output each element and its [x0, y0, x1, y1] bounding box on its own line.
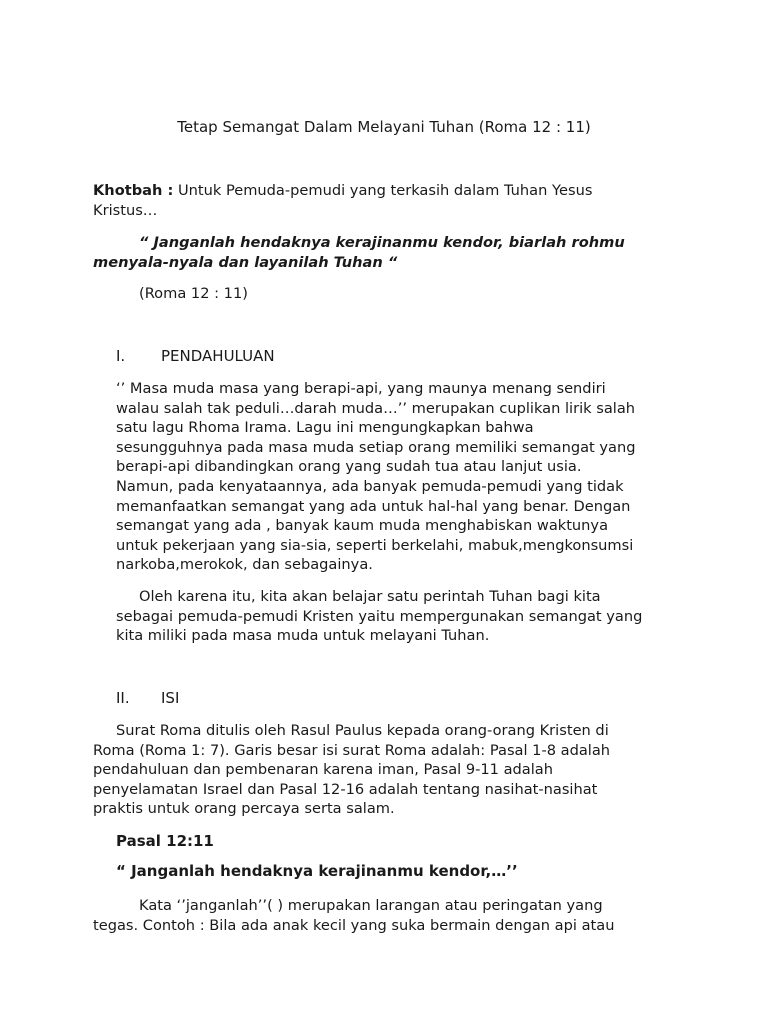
text-line: narkoba,merokok, dan sebagainya.	[116, 556, 373, 574]
khotbah-intro	[93, 181, 592, 220]
text-line: berapi-api dibandingkan orang yang sudah tua atau lanjut usia.	[116, 458, 582, 476]
text-line: penyelamatan Israel dan Pasal 12-16 adalah tentang nasihat-nasihat	[93, 780, 598, 798]
key-verse-line2: menyala-nyala dan layanilah Tuhan “	[93, 254, 398, 271]
text-line: sesungguhnya pada masa muda setiap orang memiliki semangat yang	[116, 438, 636, 456]
khotbah-label: Khotbah :	[93, 182, 174, 199]
verse-reference: (Roma 12 : 11)	[139, 285, 248, 302]
text-line: walau salah tak peduli…darah muda…’’ merupakan cuplikan lirik salah	[116, 399, 636, 417]
section2-number: II.	[116, 689, 130, 707]
text-line: praktis untuk orang percaya serta salam.	[93, 800, 395, 818]
text-line: Kata ‘’janganlah’’( ) merupakan larangan atau peringatan yang	[139, 897, 603, 914]
section1-title: PENDAHULUAN	[161, 347, 275, 365]
khotbah-text-line2: Kristus…	[93, 201, 158, 219]
text-line: Namun, pada kenyataannya, ada banyak pemuda-pemudi yang tidak	[116, 477, 624, 495]
document-title: Tetap Semangat Dalam Melayani Tuhan (Roma 12 : 11)	[177, 118, 591, 136]
text-line: satu lagu Rhoma Irama. Lagu ini mengungkapkan bahwa	[116, 419, 534, 437]
text-line: semangat yang ada , banyak kaum muda menghabiskan waktunya	[116, 517, 609, 535]
text-line: untuk pekerjaan yang sia-sia, seperti berkelahi, mabuk,mengkonsumsi	[116, 536, 634, 554]
text-line: ‘’ Masa muda masa yang berapi-api, yang maunya menang sendiri	[116, 380, 606, 397]
section2-subheading: Pasal 12:11	[116, 832, 214, 850]
section1-paragraph1	[116, 379, 635, 575]
section1-paragraph2	[116, 587, 642, 646]
text-line: Roma (Roma 1: 7). Garis besar isi surat Roma adalah: Pasal 1-8 adalah	[93, 741, 611, 759]
text-line: sebagai pemuda-pemudi Kristen yaitu mempergunakan semangat yang	[116, 607, 643, 625]
text-line: Surat Roma ditulis oleh Rasul Paulus kepada orang-orang Kristen di	[116, 722, 609, 739]
section2-quote: “ Janganlah hendaknya kerajinanmu kendor,…’’	[116, 862, 518, 880]
text-line: memanfaatkan semangat yang ada untuk hal-hal yang benar. Dengan	[116, 497, 631, 515]
section2-paragraph1	[93, 721, 610, 819]
section2-heading	[116, 689, 179, 707]
text-line: tegas. Contoh : Bila ada anak kecil yang suka bermain dengan api atau	[93, 916, 615, 934]
section1-number: I.	[116, 347, 126, 365]
text-line: kita miliki pada masa muda untuk melayani Tuhan.	[116, 627, 490, 645]
section1-heading	[116, 347, 275, 365]
section2-paragraph2	[93, 896, 614, 935]
text-line: Oleh karena itu, kita akan belajar satu perintah Tuhan bagi kita	[139, 588, 601, 605]
key-verse-line1: “ Janganlah hendaknya kerajinanmu kendor, biarlah rohmu	[139, 234, 625, 251]
section2-title: ISI	[161, 689, 180, 707]
key-verse	[93, 233, 625, 273]
khotbah-text-line1: Untuk Pemuda-pemudi yang terkasih dalam Tuhan Yesus	[173, 182, 593, 199]
text-line: pendahuluan dan pembenaran karena iman, Pasal 9-11 adalah	[93, 761, 554, 779]
